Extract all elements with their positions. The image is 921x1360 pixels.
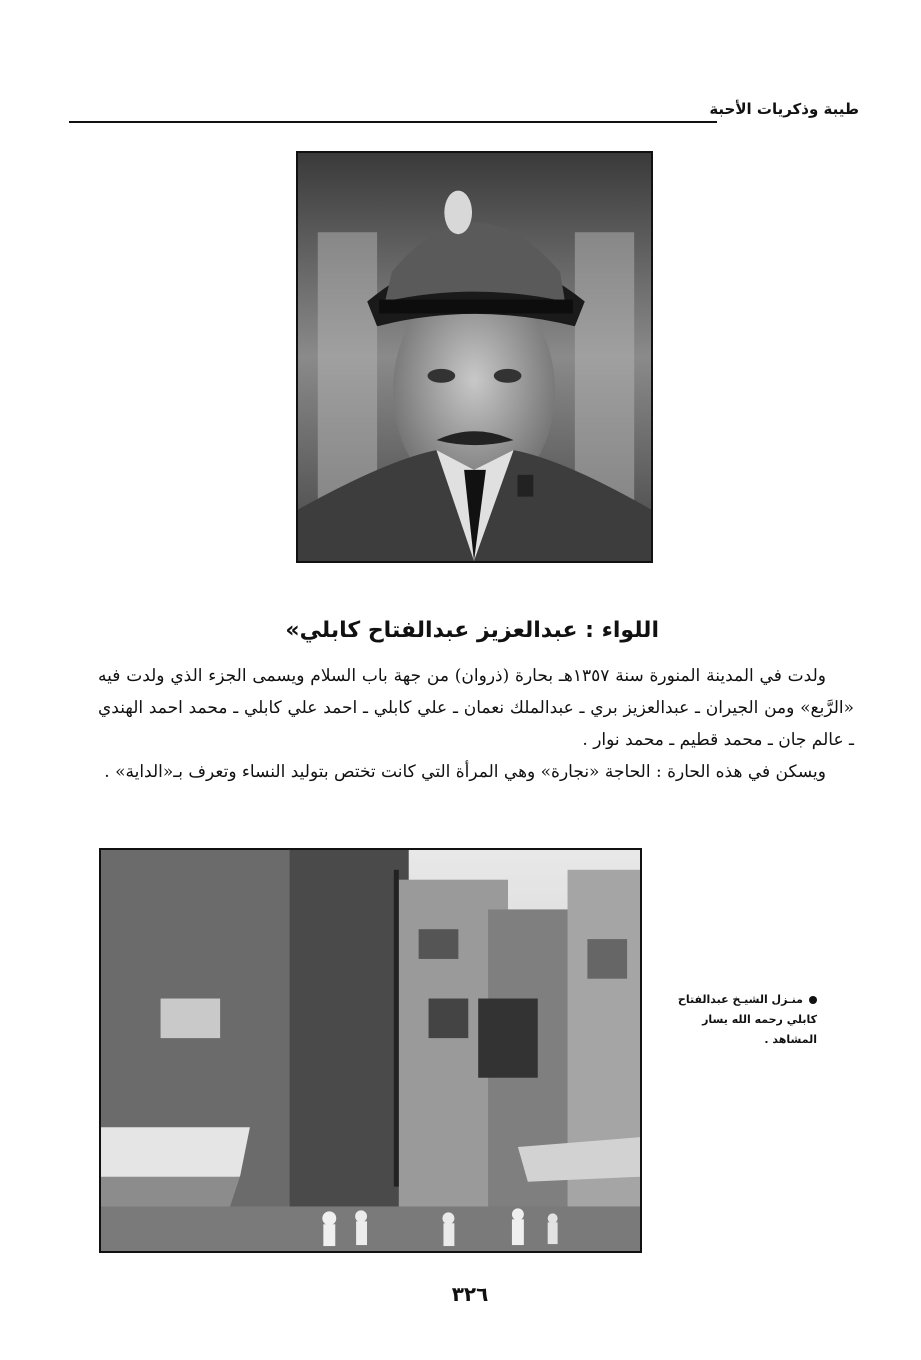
photo-caption — [667, 990, 817, 1050]
caption-text: منـزل الشيـخ عبدالفتاح كابلي رحمه الله يسار المشاهد . — [677, 993, 817, 1046]
header-rule — [69, 121, 717, 123]
street-image — [101, 850, 640, 1251]
body-paragraph: ويسكن في هذه الحارة : الحاجة «نجارة» وهي المرأة التي كانت تختص بتوليد النساء وتعرف بـ«الداية» . — [104, 762, 826, 782]
street-photo — [99, 848, 642, 1253]
body-paragraph: ولدت في المدينة المنورة سنة ١٣٥٧هـ بحارة (ذروان) من جهة باب السلام ويسمى الجزء الذي ولدت فيه «الرَّبع» ومن الجيران ـ عبدالعزيز بري ـ عبدالملك نعمان ـ علي كابلي ـ احمد علي كابلي ـ محمد احمد الهندي ـ عالم جان ـ محمد قطيم ـ محمد نوار . — [98, 666, 854, 750]
portrait-image — [298, 153, 651, 561]
page-number: ٣٢٦ — [451, 1282, 489, 1306]
bullet-icon — [809, 996, 817, 1004]
body-text — [98, 660, 854, 788]
running-header: طيبة وذكريات الأحبة — [709, 100, 859, 118]
portrait-photo — [296, 151, 653, 563]
section-title: اللواء : عبدالعزيز عبدالفتاح كابلي» — [285, 618, 659, 643]
